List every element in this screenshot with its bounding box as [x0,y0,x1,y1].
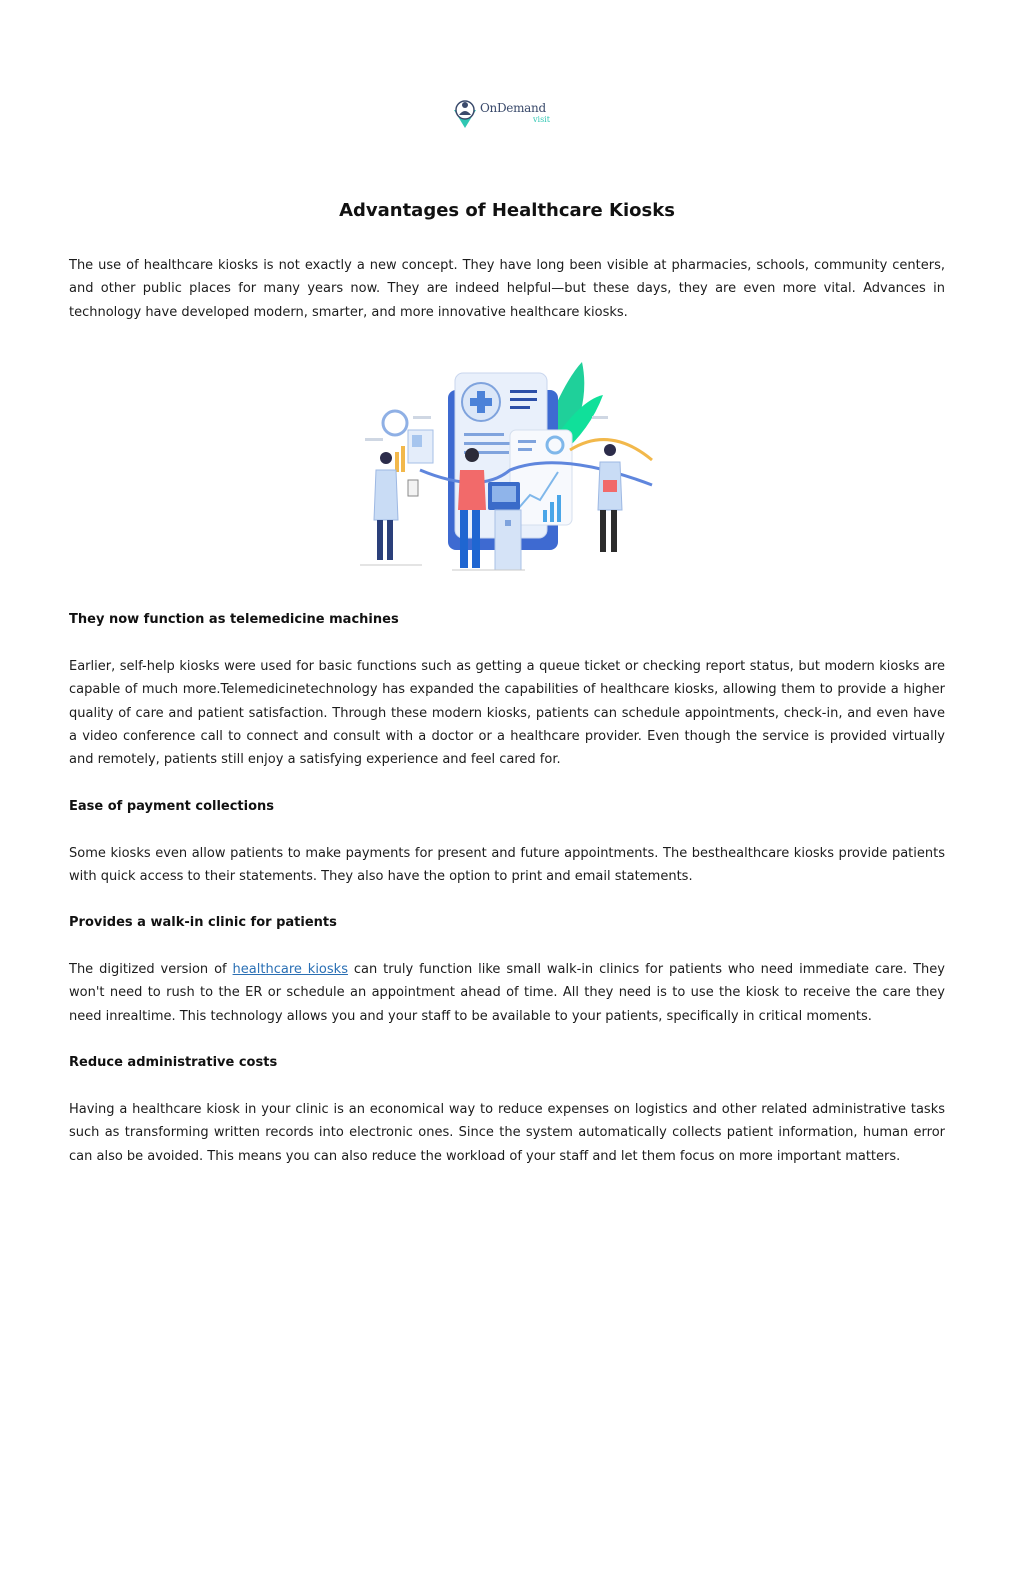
section-heading-payment: Ease of payment collections [69,799,275,814]
healthcare-kiosk-illustration [360,360,655,575]
intro-paragraph: The use of healthcare kiosks is not exactly a new concept. They have long been visible at pharmacies, schools, community centers, and other public places for many years now. They are indeed helpful—but these days, they are even more vital. Advances in technology have developed modern, smarter, and more innovative healthcare kiosks. [69,258,945,320]
section-heading-telemedicine: They now function as telemedicine machines [69,612,399,627]
logo-wordmark: OnDemand [480,101,546,115]
section-heading-admin-costs: Reduce administrative costs [69,1055,278,1070]
page-title: Advantages of Healthcare Kiosks [339,200,675,221]
logo-pin-icon [450,94,480,134]
walk-in-text-before: The digitized version of [69,962,233,977]
section-body-payment: Some kiosks even allow patients to make payments for present and future appointments. The besthealthcare kiosks provide patients with quick access to their statements. They also have the option to print and email statements. [69,846,945,885]
section-body-walk-in [69,958,945,1028]
ondemand-visit-logo[interactable] [450,94,560,134]
walk-in-text-after: can truly function like small walk-in clinics for patients who need immediate care. They won't need to rush to the ER or schedule an appointment ahead of time. All they need is to use the kiosk to receive the care they need inrealtime. This technology allows you and your staff to be available to your patients, specifically in critical moments. [69,962,945,1024]
section-heading-walk-in: Provides a walk-in clinic for patients [69,915,337,930]
healthcare-kiosks-link[interactable]: healthcare kiosks [232,962,348,977]
logo-subtext: visit [533,115,550,124]
section-body-admin-costs: Having a healthcare kiosk in your clinic is an economical way to reduce expenses on logistics and other related administrative tasks such as transforming written records into electronic ones. Since the system automatically collects patient information, human error can also be avoided. This means you can also reduce the workload of your staff and let them focus on more important matters. [69,1102,945,1164]
section-body-telemedicine: Earlier, self-help kiosks were used for basic functions such as getting a queue ticket or checking report status, but modern kiosks are capable of much more.Telemedicinetechnology has expanded the capabilities of healthcare kiosks, allowing them to provide a higher quality of care and patient satisfaction. Through these modern kiosks, patients can schedule appointments, check-in, and even have a video conference call to connect and consult with a doctor or a healthcare provider. Even though the service is provided virtually and remotely, patients still enjoy a satisfying experience and feel cared for. [69,659,945,768]
